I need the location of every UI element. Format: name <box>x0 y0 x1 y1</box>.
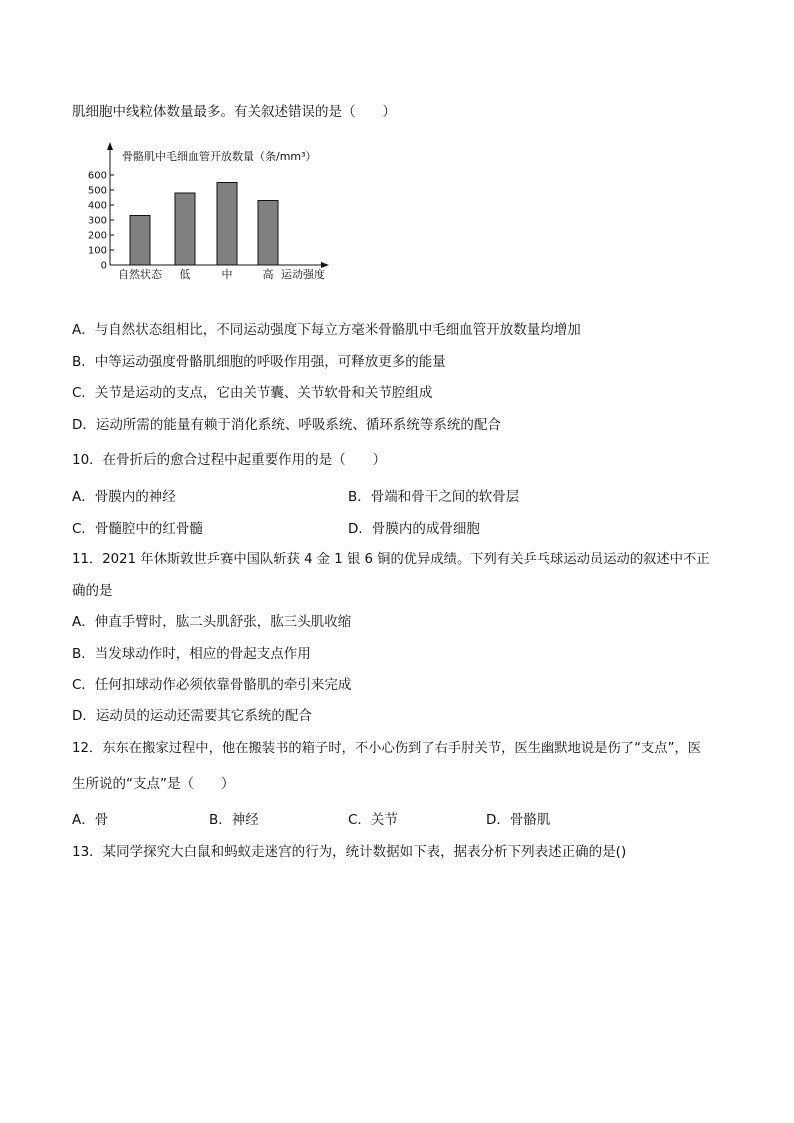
q12-option-b: B．神经 <box>209 812 259 828</box>
x-tick-labels <box>118 267 274 281</box>
y-tick-label: 300 <box>87 215 107 227</box>
bar-2 <box>217 183 237 266</box>
x-tick-label-3: 高 <box>262 268 274 281</box>
capillary-bar-chart <box>80 140 340 290</box>
q10-stem: 10．在骨折后的愈合过程中起重要作用的是（ ） <box>72 452 387 468</box>
bar-0 <box>130 216 150 266</box>
q10-option-b: B．骨端和骨干之间的软骨层 <box>348 489 520 505</box>
q11-stem-line2: 确的是 <box>72 583 113 599</box>
y-tick-label: 0 <box>100 260 107 272</box>
x-axis-label: 运动强度 <box>281 268 325 281</box>
y-tick-label: 100 <box>87 245 107 257</box>
q11-option-b: B．当发球动作时，相应的骨起支点作用 <box>72 646 311 662</box>
bar-3 <box>258 201 278 266</box>
q12-option-d: D．骨骼肌 <box>486 812 551 828</box>
y-tick-label: 500 <box>87 185 107 197</box>
q11-option-c: C．任何扣球动作必须依靠骨骼肌的牵引来完成 <box>72 677 352 693</box>
q13-stem: 13．某同学探究大白鼠和蚂蚁走迷宫的行为，统计数据如下表，据表分析下列表述正确的是() <box>72 844 627 860</box>
q11-option-d: D．运动员的运动还需要其它系统的配合 <box>72 708 312 724</box>
q9-option-c: C．关节是运动的支点，它由关节囊、关节软骨和关节腔组成 <box>72 385 433 401</box>
q12-stem-line1: 12．东东在搬家过程中，他在搬装书的箱子时，不小心伤到了右手肘关节，医生幽默地说是伤了“支点”，医 <box>72 741 702 756</box>
q12-stem-line2: 生所说的“支点”是（ ） <box>72 776 235 792</box>
bars <box>130 183 278 266</box>
q9-option-b: B．中等运动强度骨骼肌细胞的呼吸作用强，可释放更多的能量 <box>72 354 446 370</box>
q9-option-a: A．与自然状态组相比，不同运动强度下每立方毫米骨骼肌中毛细血管开放数量均增加 <box>72 322 581 338</box>
q10-option-a: A．骨膜内的神经 <box>72 489 176 505</box>
x-tick-label-2: 中 <box>221 268 233 281</box>
q10-option-d: D．骨膜内的成骨细胞 <box>348 521 480 537</box>
y-axis-arrow <box>107 142 113 150</box>
q11-option-a: A．伸直手臂时，肱二头肌舒张，肱三头肌收缩 <box>72 614 352 630</box>
x-tick-label-1: 低 <box>179 268 191 281</box>
q12-option-c: C．关节 <box>348 812 398 828</box>
y-tick-label: 400 <box>87 200 107 212</box>
y-tick-label: 600 <box>87 170 107 182</box>
chart-title: 骨骼肌中毛细血管开放数量（条/mm³） <box>122 150 317 163</box>
bar-1 <box>175 193 195 265</box>
q11-stem-line1: 11．2021 年休斯敦世乒赛中国队斩获 4 金 1 银 6 铜的优异成绩。下列有关乒乓球运动员运动的叙述中不正 <box>72 552 710 567</box>
x-tick-label-0: 自然状态 <box>118 268 162 281</box>
question-9-stem-tail: 肌细胞中线粒体数量最多。有关叙述错误的是（ ） <box>72 104 396 120</box>
q12-option-a: A．骨 <box>72 812 109 828</box>
q10-option-c: C．骨髓腔中的红骨髓 <box>72 521 203 537</box>
y-tick-label: 200 <box>87 230 107 242</box>
q9-option-d: D．运动所需的能量有赖于消化系统、呼吸系统、循环系统等系统的配合 <box>72 417 501 433</box>
